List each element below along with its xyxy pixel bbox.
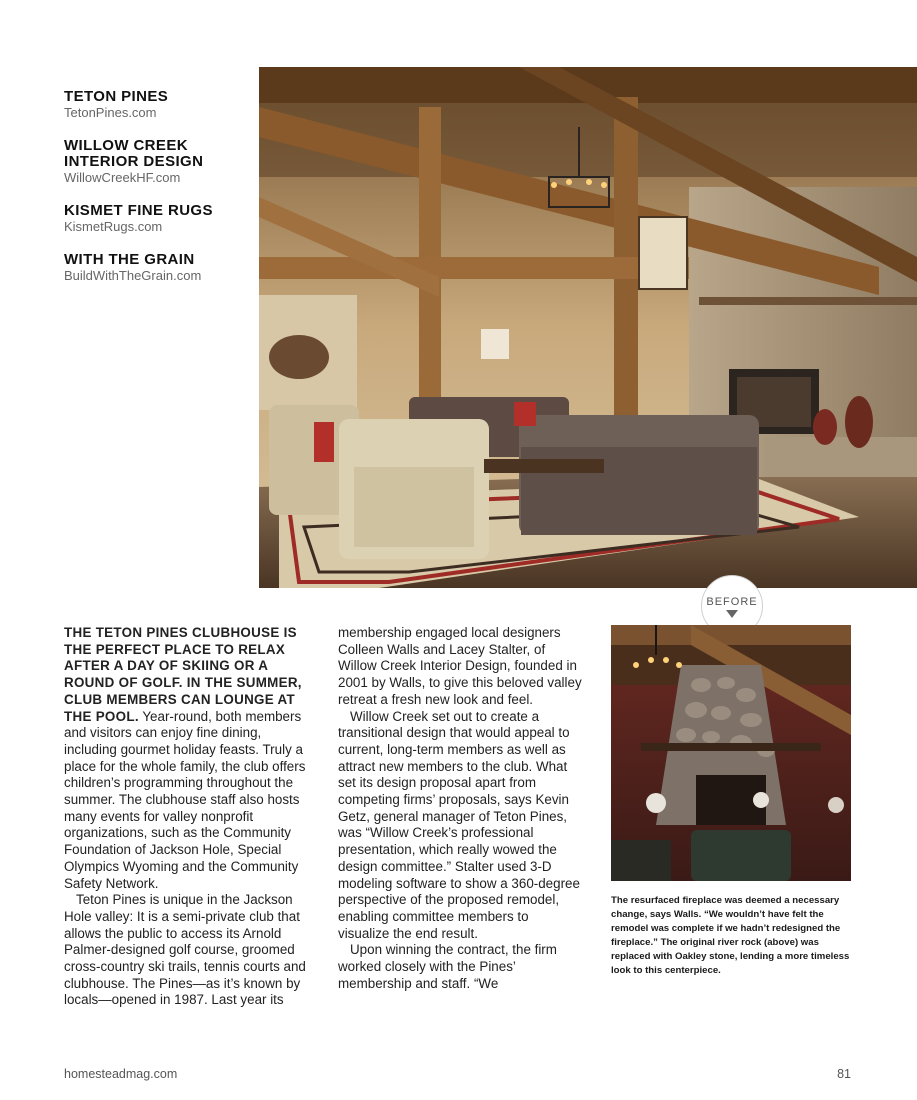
- article-text: Year-round, both members and visitors can enjoy fine dining, including gourmet holiday feasts. Truly a place for the whole family, the club offers children’s programming throughout the summer. The clubhouse staff also hosts many events for valley nonprofit organizations, such as the Community Foundation of Jackson Hole, Special Olympics Wyoming and the Community Safety Network.: [64, 708, 306, 891]
- photo-caption: The resurfaced fireplace was deemed a necessary change, says Walls. “We wouldn’t have felt the remodel was complete if we hadn’t redesigned the fireplace.” The original river rock (above) was replaced with Oakley stone, lending a more timeless look to this centerpiece.: [611, 895, 850, 976]
- source-name: KISMET FINE RUGS: [64, 202, 213, 219]
- page-number: 81: [837, 1067, 851, 1081]
- down-arrow-icon: [726, 610, 738, 618]
- source-item: [64, 252, 244, 284]
- source-item: [64, 89, 244, 121]
- article-lead: THE TETON PINES CLUBHOUSE IS THE PERFECT PLACE TO RELAX AFTER A DAY OF SKIING OR A ROUND OF GOLF. IN THE SUMMER, CLUB MEMBERS CAN LOUNGE AT THE POOL.: [64, 625, 302, 724]
- article-column-2: [338, 625, 583, 992]
- article-column-1: [64, 625, 314, 1009]
- source-item: [64, 138, 244, 186]
- source-item: [64, 203, 244, 235]
- sources-list: [64, 89, 244, 301]
- source-name: WILLOW CREEK INTERIOR DESIGN: [64, 137, 204, 170]
- article-paragraph: Upon winning the contract, the firm worked closely with the Pines’ membership and staff. “We: [338, 942, 557, 991]
- hero-photo: [259, 67, 917, 588]
- article-paragraph: Teton Pines is unique in the Jackson Hole valley: It is a semi-private club that allows the public to access its Arnold Palmer-designed golf course, groomed cross-country ski trails, tennis courts and clubhouse. The Pines—as it’s known by locals—opened in 1987. Last year its: [64, 892, 306, 1008]
- source-url[interactable]: WillowCreekHF.com: [64, 170, 181, 185]
- source-url[interactable]: KismetRugs.com: [64, 219, 163, 234]
- source-name: WITH THE GRAIN: [64, 251, 195, 268]
- article-paragraph: Willow Creek set out to create a transitional design that would appeal to current, long-term members as well as attract new members to the club. What set its design proposal apart from competing firms’ proposals, says Kevin Getz, general manager of Teton Pines, was “Willow Creek’s professional presentation, which really wowed the design committee.” Stalter used 3-D modeling software to show a 360-degree perspective of the proposed remodel, enabling committee members to visualize the end result.: [338, 708, 580, 941]
- source-url[interactable]: BuildWithTheGrain.com: [64, 268, 202, 283]
- before-label: BEFORE: [706, 596, 758, 608]
- article-paragraph: membership engaged local designers Colleen Walls and Lacey Stalter, of Willow Creek Interior Design, founded in 2001 by Walls, to give this beloved valley retreat a fresh new look and feel.: [338, 625, 582, 707]
- article-paragraph: [64, 625, 314, 892]
- footer-site: homesteadmag.com: [64, 1067, 178, 1081]
- before-photo: [611, 625, 851, 881]
- source-name: TETON PINES: [64, 88, 169, 105]
- source-url[interactable]: TetonPines.com: [64, 105, 157, 120]
